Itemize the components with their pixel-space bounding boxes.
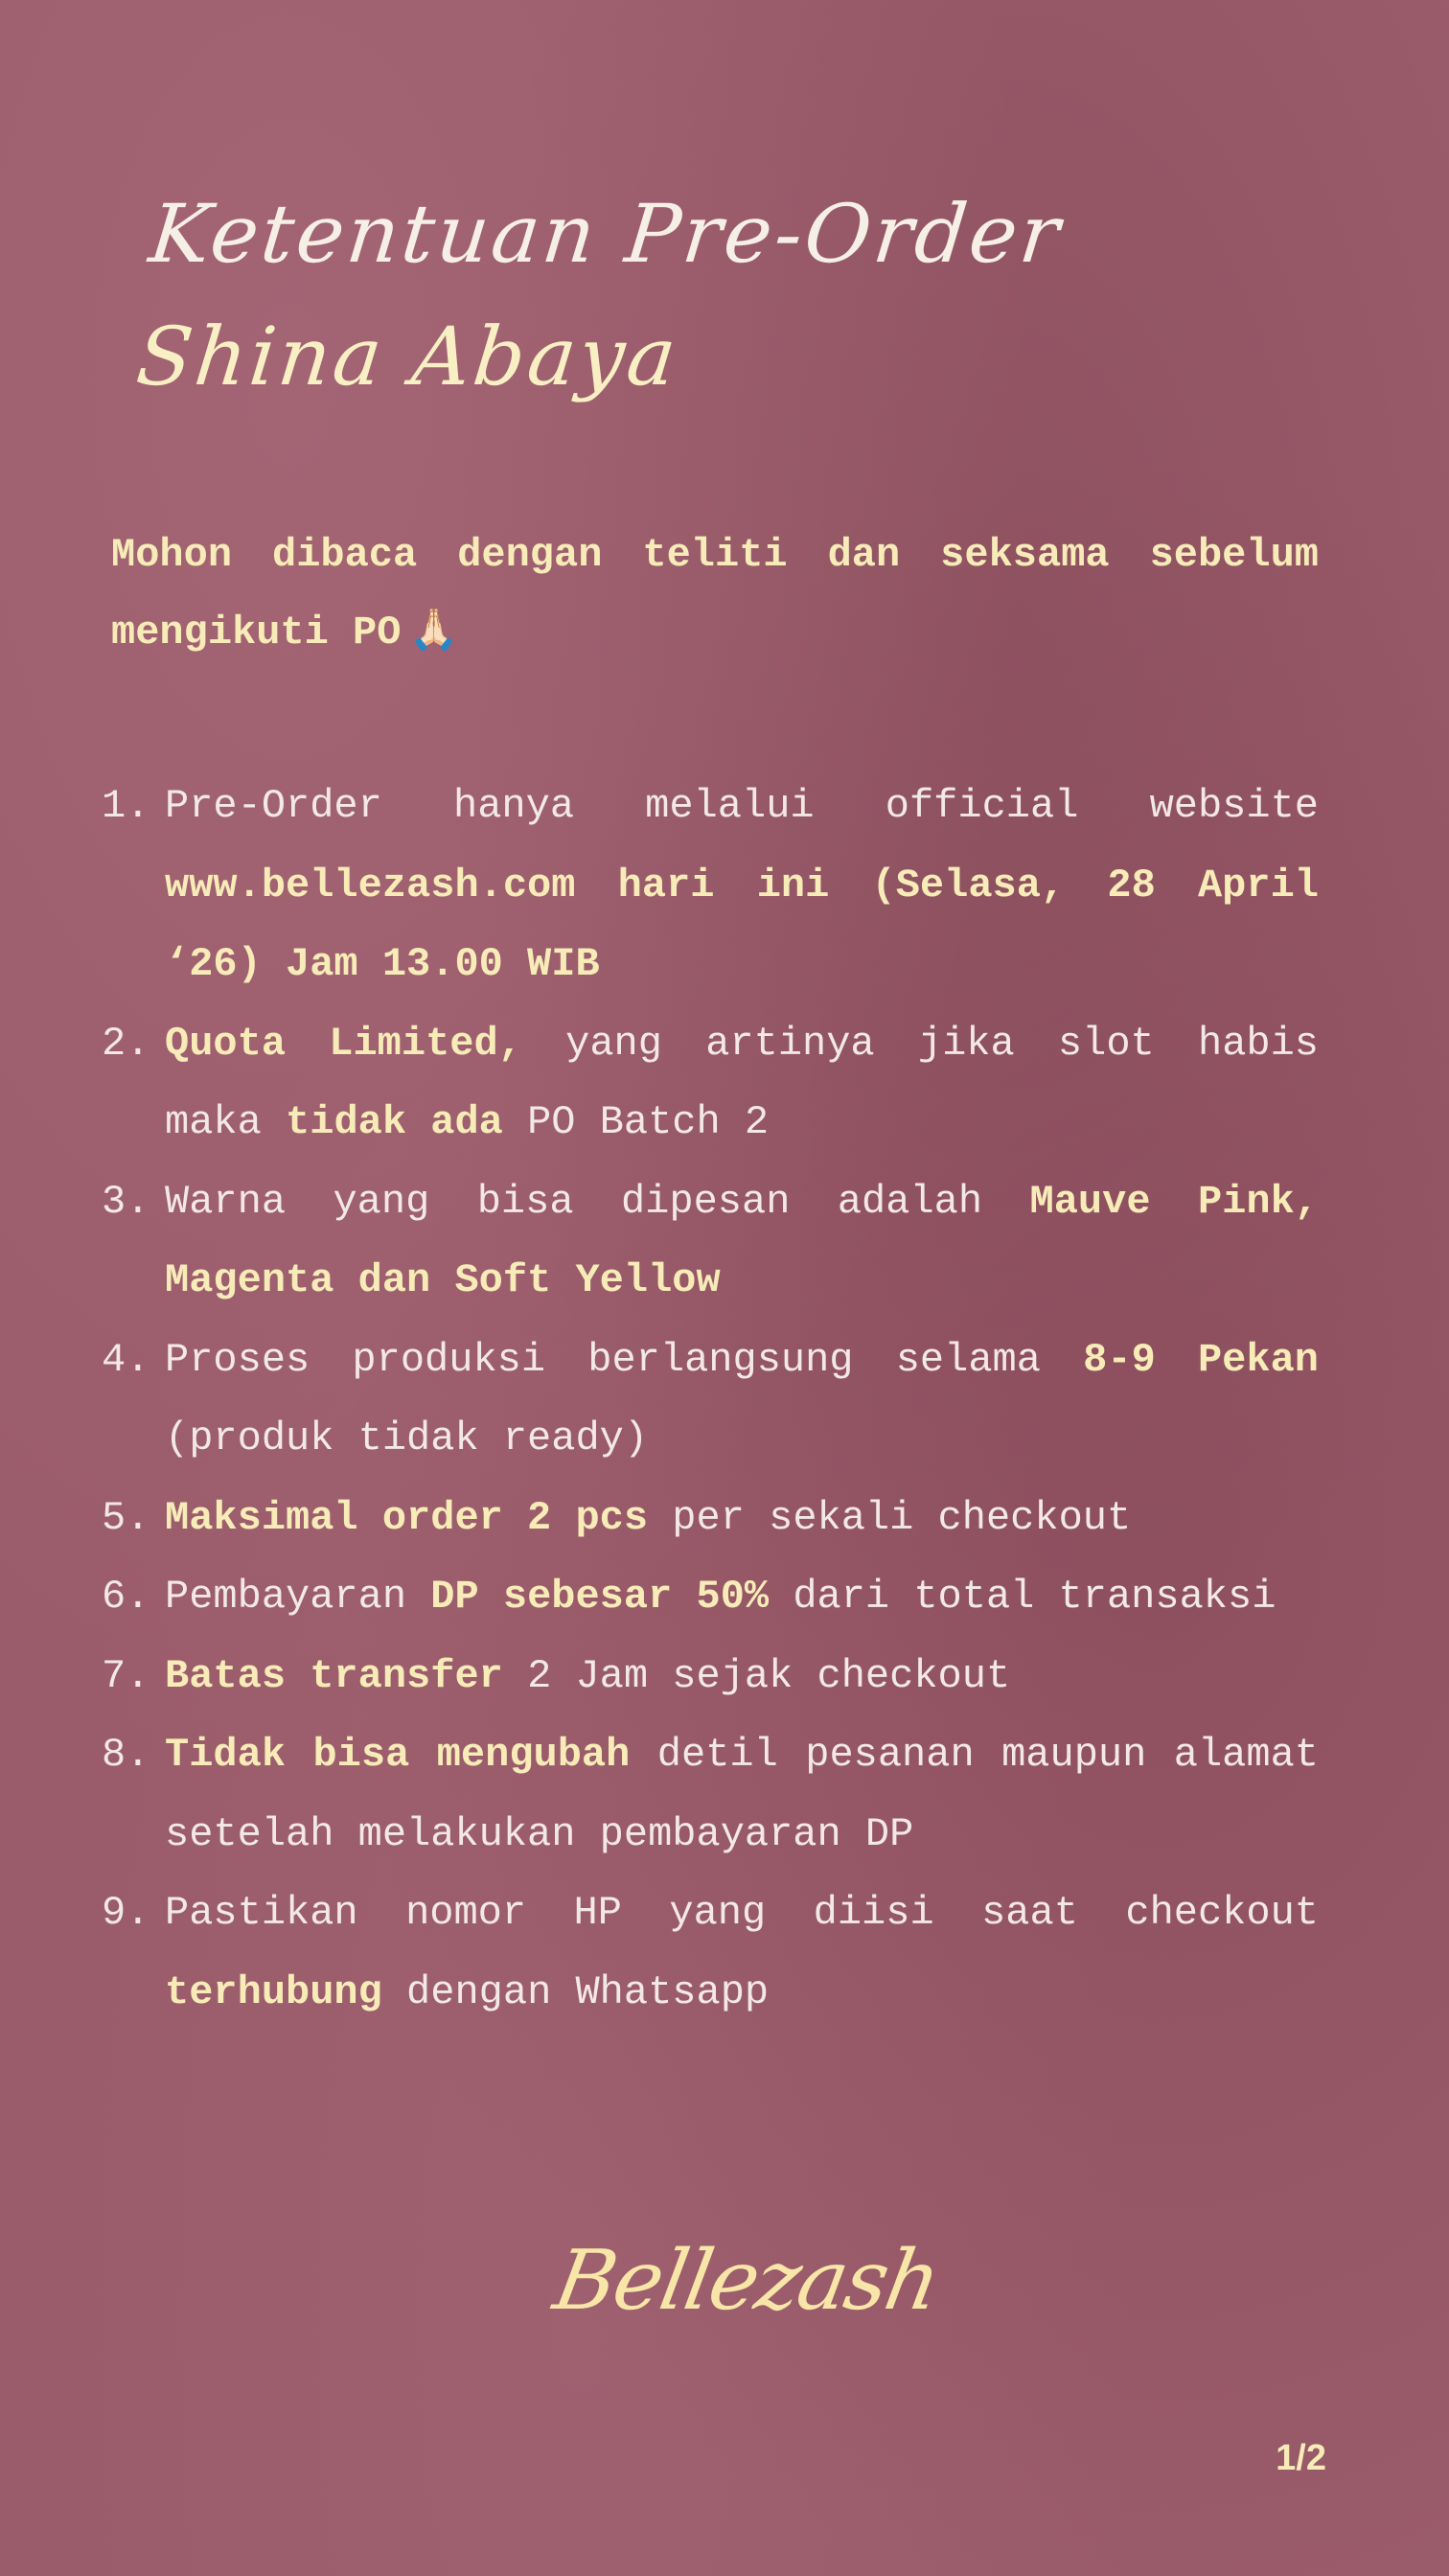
item-text	[165, 1874, 1319, 2032]
item-number: 2.	[102, 1020, 150, 1067]
item-text	[165, 1004, 1319, 1162]
praying-hands-icon: 🙏🏻	[408, 606, 459, 653]
item-text-part: Proses produksi berlangsung selama	[165, 1336, 1084, 1383]
title-heading: Ketentuan Pre-Order	[145, 187, 1067, 281]
item-text-part: dengan Whatsapp	[381, 1968, 770, 2015]
item-number: 7.	[102, 1652, 150, 1699]
terms-item	[102, 1637, 1319, 1716]
item-text-bold: DP sebesar 50%	[430, 1574, 770, 1620]
item-text	[165, 1715, 1319, 1874]
terms-item	[102, 1479, 1319, 1558]
item-text	[165, 1162, 1319, 1321]
item-number: 1.	[102, 783, 150, 829]
item-number: 6.	[102, 1574, 150, 1620]
terms-list	[102, 767, 1319, 2032]
item-text-bold: Maksimal order 2 pcs	[165, 1494, 649, 1541]
item-number: 9.	[102, 1890, 150, 1936]
item-text-bold: tidak ada	[286, 1099, 503, 1145]
intro-note	[111, 518, 1319, 670]
item-number: 4.	[102, 1336, 150, 1383]
brand-logo: Bellezash	[547, 2233, 946, 2329]
item-text-bold: Quota Limited,	[165, 1020, 522, 1067]
item-text-part: (produk tidak ready)	[165, 1415, 649, 1461]
page-indicator: 1/2	[1276, 2438, 1326, 2478]
item-text-part: per sekali checkout	[648, 1494, 1132, 1541]
item-number: 5.	[102, 1494, 150, 1541]
page-title	[131, 172, 1069, 418]
item-text-bold: Batas transfer	[165, 1652, 503, 1699]
item-text-part: dari total transaksi	[769, 1574, 1276, 1620]
item-text-part: PO Batch 2	[502, 1099, 770, 1145]
item-text-bold: www.bellezash.com hari ini (Selasa, 28 April ‘26) Jam 13.00 WIB	[165, 862, 1319, 987]
terms-item	[102, 767, 1319, 1004]
item-text-part: yang artinya jika slot habis maka	[165, 1020, 1320, 1145]
title-subtitle: Shina Abaya	[132, 310, 683, 403]
item-text-part: Pastikan nomor HP yang diisi saat checkout	[165, 1890, 1319, 1936]
item-text-part: Pembayaran	[165, 1574, 431, 1620]
item-text	[165, 767, 1319, 1004]
item-number: 8.	[102, 1732, 150, 1778]
terms-item	[102, 1874, 1319, 2032]
item-text	[165, 1557, 1319, 1637]
item-text-bold: 8-9 Pekan	[1083, 1336, 1319, 1383]
terms-item	[102, 1321, 1319, 1479]
item-text-bold: terhubung	[165, 1968, 382, 2015]
item-text-part: Pre-Order hanya melalui official website	[165, 783, 1319, 829]
item-text	[165, 1637, 1319, 1716]
intro-text: Mohon dibaca dengan teliti dan seksama sebelum mengikuti PO	[111, 532, 1319, 656]
item-text	[165, 1479, 1319, 1558]
item-text	[165, 1321, 1319, 1479]
item-text-bold: Mauve Pink, Magenta dan Soft Yellow	[165, 1178, 1319, 1303]
item-number: 3.	[102, 1178, 150, 1225]
item-text-bold: Tidak bisa mengubah	[165, 1732, 631, 1778]
terms-item	[102, 1004, 1319, 1162]
item-text-part: detil pesanan maupun alamat setelah melakukan pembayaran DP	[165, 1732, 1319, 1857]
terms-item	[102, 1162, 1319, 1321]
terms-item	[102, 1557, 1319, 1637]
item-text-part: 2 Jam sejak checkout	[502, 1652, 1011, 1699]
item-text-part: Warna yang bisa dipesan adalah	[165, 1178, 1030, 1225]
terms-item	[102, 1715, 1319, 1874]
